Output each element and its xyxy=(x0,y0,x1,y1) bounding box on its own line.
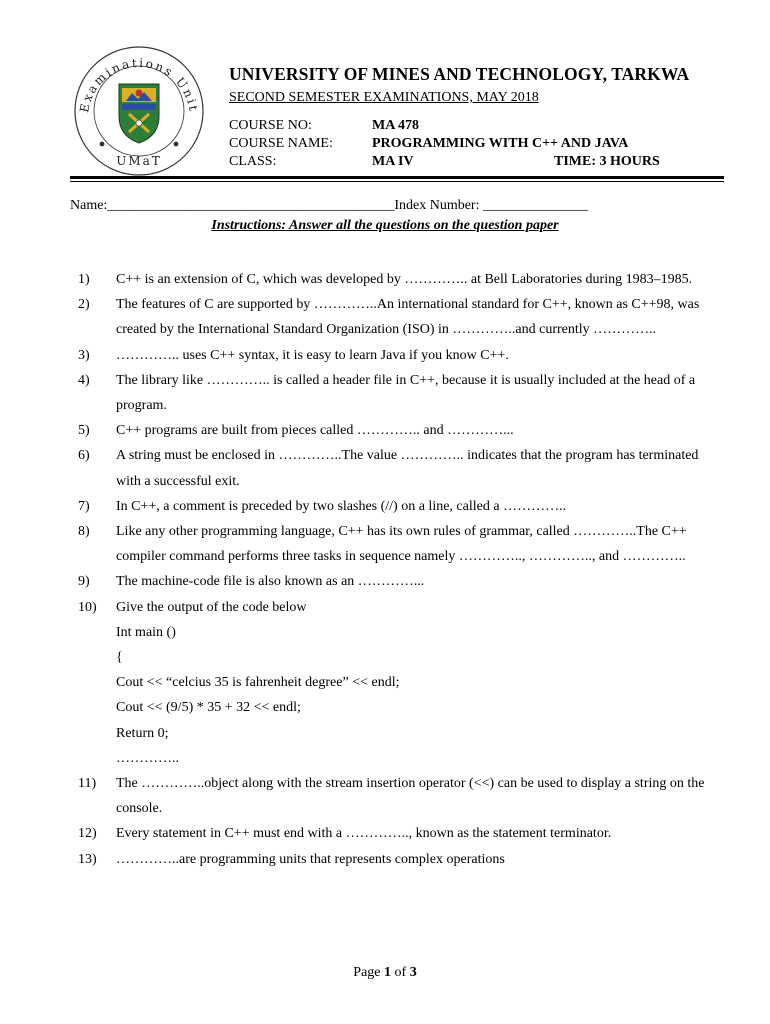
code-line: ………….. xyxy=(116,750,179,766)
question-text: In C++, a comment is preceded by two slashes (//) on a line, called a ………….. xyxy=(116,498,567,514)
question-number: 10) xyxy=(78,599,97,615)
question-number: 7) xyxy=(78,498,90,514)
question-text: …………..are programming units that represents complex operations xyxy=(116,851,505,867)
code-line: Int main () xyxy=(116,624,176,640)
question-number: 5) xyxy=(78,423,90,439)
question-item xyxy=(78,343,708,368)
page-word: Page xyxy=(353,965,381,980)
question-text: The machine-code file is also known as an …………... xyxy=(116,574,425,590)
seal-bottom-text: UMaT xyxy=(116,154,162,168)
question-text: C++ programs are built from pieces called ………….. and …………... xyxy=(116,423,514,439)
question-item xyxy=(78,821,708,846)
seal-ring-text: Examinations Unit xyxy=(77,55,201,114)
page-total: 3 xyxy=(409,965,417,980)
question-number: 2) xyxy=(78,297,90,313)
question-item xyxy=(78,569,708,594)
course-details xyxy=(229,118,689,172)
question-text: Like any other programming language, C++ has its own rules of grammar, called …………..The C++ compiler command performs three tasks in sequence namely ………….., ………….., and ………….. xyxy=(116,524,687,565)
class-label: CLASS: xyxy=(229,154,277,169)
question-text: Every statement in C++ must end with a ………….., known as the statement terminator. xyxy=(116,826,612,842)
instructions: Instructions: Answer all the questions on the question paper xyxy=(211,218,559,233)
page-number: 1 xyxy=(384,965,392,980)
course-name-value: PROGRAMMING WITH C++ AND JAVA xyxy=(372,136,629,151)
question-number: 11) xyxy=(78,776,97,792)
exam-title: SECOND SEMESTER EXAMINATIONS, MAY 2018 xyxy=(229,90,539,105)
question-number: 9) xyxy=(78,574,90,590)
question-text: The library like ………….. is called a header file in C++, because it is usually included at the head of a program. xyxy=(116,372,696,414)
question-number: 3) xyxy=(78,347,90,363)
question-number: 4) xyxy=(78,372,90,388)
header-divider-thin xyxy=(70,181,724,182)
course-no-value: MA 478 xyxy=(372,118,420,133)
code-line: { xyxy=(116,650,123,666)
question-number: 6) xyxy=(78,448,90,464)
course-name-label: COURSE NAME: xyxy=(229,136,333,151)
question-item xyxy=(78,771,708,821)
question-item xyxy=(78,519,708,569)
code-line: Cout << “celcius 35 is fahrenheit degree” << endl; xyxy=(116,675,400,691)
question-text: The features of C are supported by …………..An international standard for C++, known as C++98, was created by the International Standard Organization (ISO) in …………..and currently ………….. xyxy=(116,297,700,338)
time-value: TIME: 3 HOURS xyxy=(554,154,660,169)
class-value: MA IV xyxy=(372,154,414,169)
of-word: of xyxy=(394,965,407,980)
question-item xyxy=(78,595,708,771)
question-text: C++ is an extension of C, which was developed by ………….. at Bell Laboratories during 1983–1985. xyxy=(116,272,693,287)
question-text: Give the output of the code below xyxy=(116,599,307,615)
question-number: 8) xyxy=(78,524,90,540)
course-no-label: COURSE NO: xyxy=(229,118,312,133)
question-item xyxy=(78,443,708,493)
question-item xyxy=(78,847,708,872)
index-number-label: Index Number: xyxy=(394,198,480,213)
name-blank: _________________________________________ xyxy=(107,198,395,213)
question-number: 13) xyxy=(78,851,97,867)
code-line: Return 0; xyxy=(116,725,169,741)
question-item xyxy=(78,292,708,342)
candidate-line xyxy=(70,198,588,214)
question-item xyxy=(78,267,708,292)
question-text: The …………..object along with the stream insertion operator (<<) can be used to display a string on the console. xyxy=(116,776,705,817)
university-title: UNIVERSITY OF MINES AND TECHNOLOGY, TARKWA xyxy=(229,64,690,84)
question-list xyxy=(78,267,708,872)
page-footer xyxy=(0,965,770,981)
question-item xyxy=(78,494,708,519)
question-number: 1) xyxy=(78,272,90,287)
name-label: Name: xyxy=(70,198,108,213)
question-text: ………….. uses C++ syntax, it is easy to learn Java if you know C++. xyxy=(116,347,509,363)
question-item xyxy=(78,368,708,418)
header-divider-thick xyxy=(70,176,724,179)
question-item xyxy=(78,418,708,443)
umat-examinations-seal xyxy=(72,44,206,178)
question-number: 12) xyxy=(78,826,97,842)
crest-icon xyxy=(119,84,159,143)
code-line: Cout << (9/5) * 35 + 32 << endl; xyxy=(116,700,301,716)
question-text: A string must be enclosed in …………..The value ………….. indicates that the program has terminated with a successful exit. xyxy=(116,448,699,489)
index-number-blank: _______________ xyxy=(482,198,588,213)
